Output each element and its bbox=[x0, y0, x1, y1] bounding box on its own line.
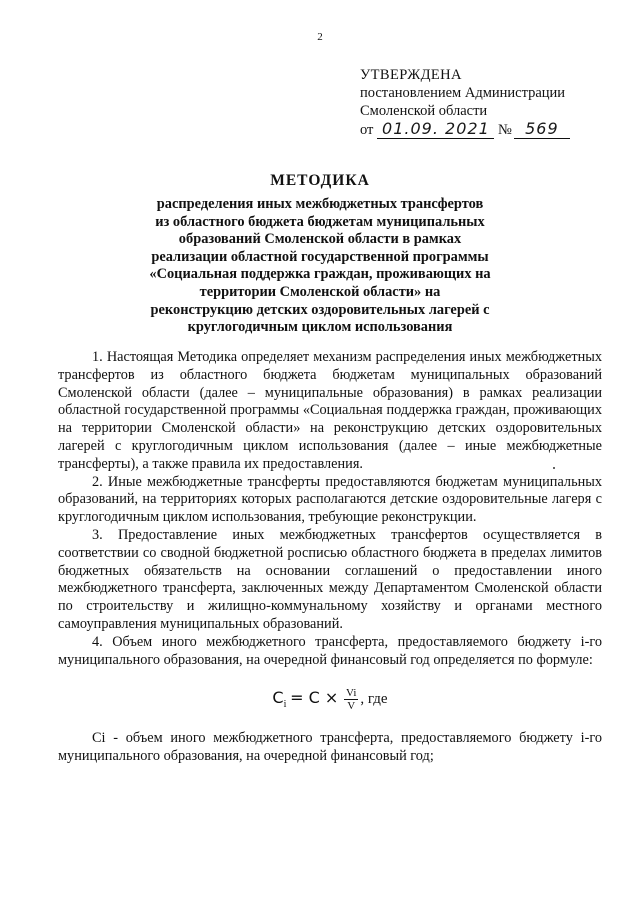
title-line: образований Смоленской области в рамках bbox=[178, 231, 462, 248]
approval-date-line bbox=[360, 120, 570, 139]
title-heading: МЕТОДИКА bbox=[270, 172, 370, 189]
definition-ci: Ci - объем иного межбюджетного трансферта, предоставляемого бюджету i-го муниципального образования, на очередной финансовый год; bbox=[58, 730, 602, 764]
approval-line-2: постановлением Администрации bbox=[360, 85, 566, 101]
title-line: распределения иных межбюджетных трансфертов bbox=[156, 196, 484, 212]
title-line: «Социальная поддержка граждан, проживающих на bbox=[149, 266, 491, 283]
formula-lhs-sub: i bbox=[283, 699, 287, 711]
formula-fraction bbox=[344, 687, 358, 712]
formula-eq: = C × bbox=[290, 688, 339, 708]
formula-lhs: C bbox=[272, 688, 284, 708]
number-label: № bbox=[498, 122, 512, 138]
document-title bbox=[0, 172, 640, 337]
document-body bbox=[58, 349, 602, 766]
title-line: из областного бюджета бюджетам муниципальных bbox=[155, 213, 485, 230]
from-label: от bbox=[360, 122, 374, 138]
formula-tail: , где bbox=[360, 691, 388, 708]
page-number: 2 bbox=[317, 31, 323, 43]
paragraph-4: 4. Объем иного межбюджетного трансферта, предоставляемого бюджету i-го муниципального образования, на очередной финансовый год определяется по формуле: bbox=[58, 633, 602, 668]
formula-numerator: Vi bbox=[346, 687, 357, 700]
title-line: реконструкцию детских оздоровительных лагерей с bbox=[150, 301, 490, 318]
paragraph-1: 1. Настоящая Методика определяет механизм распределения иных межбюджетных трансфертов из областного бюджета бюджетам муниципальных образований Смоленской области (далее – муниципальные образования) в рамках реализации областной государственной программы «Социальная поддержка граждан, проживающих на территории Смоленской области» на реконструкцию детских оздоровительных лагерей с круглогодичным циклом использования (далее – иные межбюджетные трансферты), а также правила их предоставления. bbox=[58, 349, 602, 472]
approval-block bbox=[360, 66, 570, 139]
formula-denominator: V bbox=[347, 700, 356, 713]
approval-heading: УТВЕРЖДЕНА bbox=[360, 67, 462, 83]
approval-line-3: Смоленской области bbox=[360, 103, 488, 119]
approval-number: 569 bbox=[514, 120, 570, 139]
formula bbox=[58, 687, 602, 714]
title-line: территории Смоленской области» на bbox=[199, 283, 441, 300]
title-line: реализации областной государственной программы bbox=[151, 248, 489, 265]
title-line: круглогодичным циклом использования bbox=[187, 319, 453, 336]
paragraph-2: 2. Иные межбюджетные трансферты предоставляются бюджетам муниципальных образований, на территориях которых располагаются детские оздоровительные лагеря с круглогодичным циклом использования, требующие реконструкции. bbox=[58, 473, 602, 526]
paragraph-3: 3. Предоставление иных межбюджетных трансфертов осуществляется в соответствии со сводной бюджетной росписью областного бюджета в пределах лимитов бюджетных обязательств на основании соглашений о предоставлении иного межбюджетного трансферта, заключенных между Департаментом Смоленской области по строительству и жилищно-коммунальному хозяйству и органами местного самоуправления муниципальных образований. bbox=[58, 526, 602, 632]
approval-date: 01.09. 2021 bbox=[377, 120, 494, 139]
